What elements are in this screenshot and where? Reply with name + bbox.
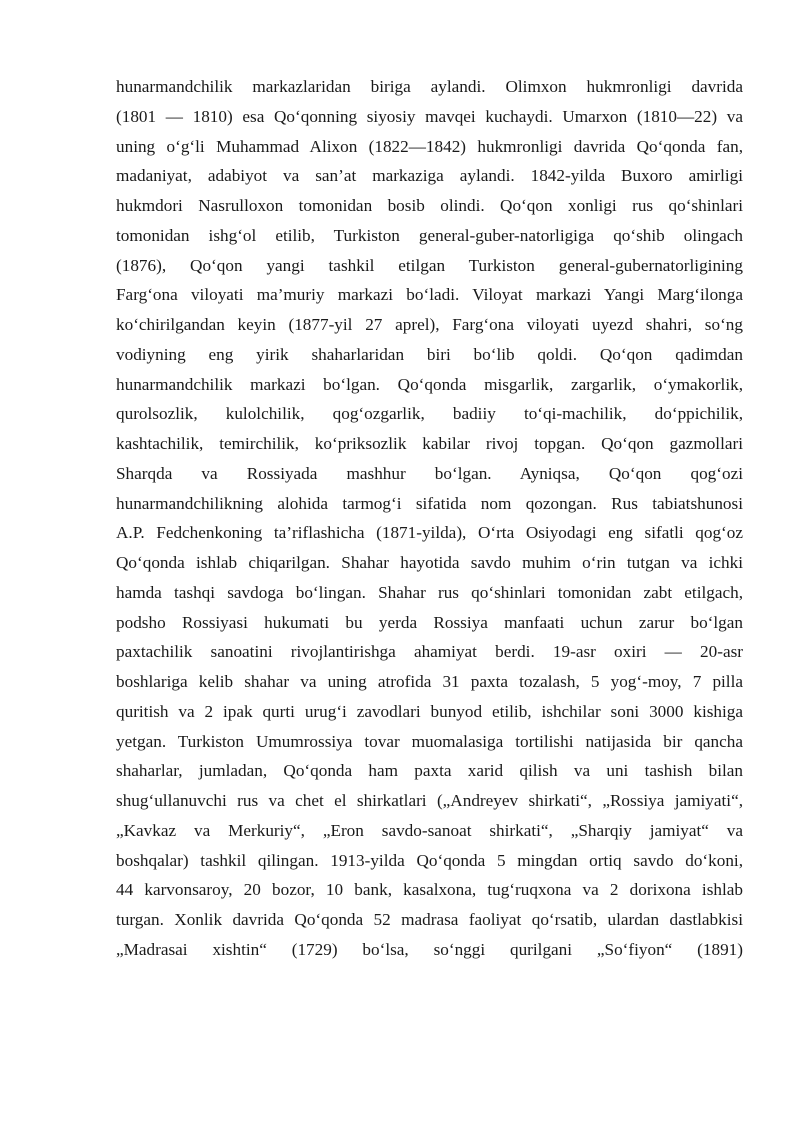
text-line: (1801 — 1810) esa Qo‘qonning siyosiy mavqei kuchaydi. Umarxon (1810—22) va bbox=[116, 106, 743, 126]
text-line: tomonidan ishg‘ol etilib, Turkiston general-guber-natorligiga qo‘shib olingach bbox=[116, 225, 743, 245]
text-line: qurolsozlik, kulolchilik, qog‘ozgarlik, badiiy to‘qi-machilik, do‘ppichilik, bbox=[116, 404, 743, 424]
text-line: madaniyat, adabiyot va san’at markaziga aylandi. 1842-yilda Buxoro amirligi bbox=[116, 166, 743, 186]
text-line: hukmdori Nasrulloxon tomonidan bosib olindi. Qo‘qon xonligi rus qo‘shinlari bbox=[116, 196, 743, 215]
text-line: A.P. Fedchenkoning ta’riflashicha (1871-yilda), O‘rta Osiyodagi eng sifatli qog‘oz bbox=[116, 523, 743, 543]
text-line: hunarmandchilikning alohida tarmog‘i sifatida nom qozongan. Rus tabiatshunosi bbox=[116, 493, 743, 513]
text-line: shaharlar, jumladan, Qo‘qonda ham paxta xarid qilish va uni tashish bilan bbox=[116, 761, 743, 781]
text-line: hamda tashqi savdoga bo‘lingan. Shahar rus qo‘shinlari tomonidan zabt etilgach, bbox=[116, 582, 743, 602]
text-line: kashtachilik, temirchilik, ko‘priksozlik kabilar rivoj topgan. Qo‘qon gazmollari bbox=[116, 434, 743, 453]
text-line: Farg‘ona viloyati ma’muriy markazi bo‘ladi. Viloyat markazi Yangi Marg‘ilonga bbox=[116, 285, 743, 305]
text-line: ko‘chirilgandan keyin (1877-yil 27 aprel), Farg‘ona viloyati uyezd shahri, so‘ng bbox=[116, 315, 743, 334]
text-line: shug‘ullanuvchi rus va chet el shirkatlari („Andreyev shirkati“, „Rossiya jamiyati“, bbox=[116, 791, 743, 810]
text-line: boshlariga kelib shahar va uning atrofida 31 paxta tozalash, 5 yog‘-moy, 7 pilla bbox=[116, 672, 743, 691]
text-line: Qo‘qonda ishlab chiqarilgan. Shahar hayotida savdo muhim o‘rin tutgan va ichki bbox=[116, 553, 743, 572]
text-line: (1876), Qo‘qon yangi tashkil etilgan Turkiston general-gubernatorligining bbox=[116, 255, 743, 275]
text-line: Sharqda va Rossiyada mashhur bo‘lgan. Ayniqsa, Qo‘qon qog‘ozi bbox=[116, 463, 743, 483]
text-line: 44 karvonsaroy, 20 bozor, 10 bank, kasalxona, tug‘ruqxona va 2 dorixona ishlab bbox=[116, 880, 743, 900]
text-line: „Madrasai xishtin“ (1729) bo‘lsa, so‘nggi qurilgani „So‘fiyon“ (1891) bbox=[116, 939, 743, 959]
document-page bbox=[116, 72, 743, 965]
text-line: paxtachilik sanoatini rivojlantirishga ahamiyat berdi. 19-asr oxiri — 20-asr bbox=[116, 642, 743, 662]
text-line: quritish va 2 ipak qurti urug‘i zavodlari bunyod etilib, ishchilar soni 3000 kishiga bbox=[116, 701, 743, 721]
text-line: boshqalar) tashkil qilingan. 1913-yilda Qo‘qonda 5 mingdan ortiq savdo do‘koni, bbox=[116, 850, 743, 870]
text-line: „Kavkaz va Merkuriy“, „Eron savdo-sanoat shirkati“, „Sharqiy jamiyat“ va bbox=[116, 820, 743, 840]
text-line: podsho Rossiyasi hukumati bu yerda Rossiya manfaati uchun zarur bo‘lgan bbox=[116, 612, 743, 632]
text-line: hunarmandchilik markazi bo‘lgan. Qo‘qonda misgarlik, zargarlik, o‘ymakorlik, bbox=[116, 374, 743, 394]
text-line: vodiyning eng yirik shaharlaridan biri bo‘lib qoldi. Qo‘qon qadimdan bbox=[116, 344, 743, 364]
text-line: yetgan. Turkiston Umumrossiya tovar muomalasiga tortilishi natijasida bir qancha bbox=[116, 731, 743, 751]
text-line: hunarmandchilik markazlaridan biriga aylandi. Olimxon hukmronligi davrida bbox=[116, 77, 743, 96]
text-line: uning o‘g‘li Muhammad Alixon (1822—1842) hukmronligi davrida Qo‘qonda fan, bbox=[116, 136, 743, 156]
text-line: turgan. Xonlik davrida Qo‘qonda 52 madrasa faoliyat qo‘rsatib, ulardan dastlabkisi bbox=[116, 910, 743, 929]
